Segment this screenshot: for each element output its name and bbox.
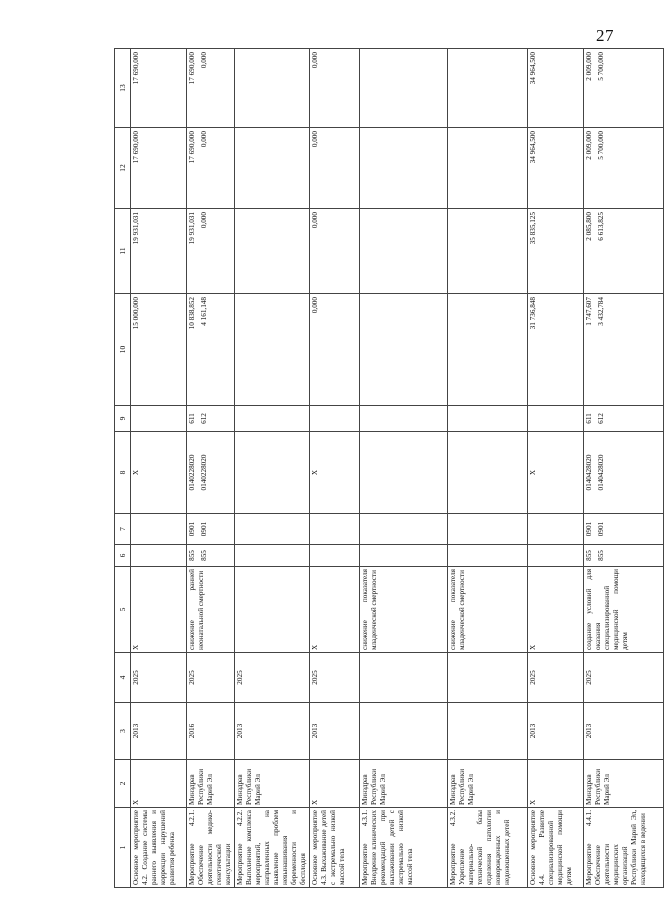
expense-type-cell: 611 612 — [187, 406, 235, 432]
activity-name-cell: Основное мероприятие 4.2. Создание системы раннего выявления и коррекции нарушений развития ребенка — [131, 808, 187, 888]
end-year-cell: 2025 — [310, 653, 360, 703]
table-row — [360, 49, 448, 888]
grbs-code-cell — [528, 545, 584, 567]
target-article-cell: X — [310, 432, 360, 514]
program-table — [114, 48, 664, 888]
executor-cell: Минздрав Республики Марий Эл — [235, 760, 310, 808]
column-number: 7 — [115, 514, 131, 545]
section-code-cell — [235, 514, 310, 545]
executor-cell: X — [528, 760, 584, 808]
start-year-cell: 2013 — [528, 703, 584, 760]
amount-cell — [448, 49, 528, 128]
amount-cell — [235, 209, 310, 294]
expense-type-cell — [528, 406, 584, 432]
result-cell: X — [310, 567, 360, 653]
section-code-cell — [360, 514, 448, 545]
result-cell: создание условий для оказания специализированной медицинской помощи детям — [584, 567, 664, 653]
amount-cell: 17 690,000 0,000 — [187, 49, 235, 128]
expense-type-cell — [131, 406, 187, 432]
table-body — [131, 49, 664, 888]
result-cell: снижение показателя младенческой смертности — [448, 567, 528, 653]
grbs-code-cell — [360, 545, 448, 567]
expense-type-cell — [360, 406, 448, 432]
target-article-cell: X — [131, 432, 187, 514]
amount-cell: 17 690,000 — [131, 49, 187, 128]
activity-name-cell: Мероприятие 4.2.2. Выполнение комплекса мероприятий, направленных на выявление проблем невынашивания беременности и бесплодия — [235, 808, 310, 888]
executor-cell: X — [310, 760, 360, 808]
column-number: 1 — [115, 808, 131, 888]
amount-cell: 2 085,800 6 613,825 — [584, 209, 664, 294]
amount-cell — [235, 49, 310, 128]
amount-cell — [235, 128, 310, 209]
activity-name-cell: Мероприятие 4.3.1. Внедрение клинических рекомендаций при выхаживании детей с экстремально низкой массой тела — [360, 808, 448, 888]
amount-cell — [448, 294, 528, 406]
amount-cell — [360, 209, 448, 294]
activity-name-cell: Мероприятие 4.2.1. Обеспечение деятельности медико-генетической консультации — [187, 808, 235, 888]
amount-cell: 0,000 — [310, 128, 360, 209]
grbs-code-cell — [235, 545, 310, 567]
activity-name-cell: Основное мероприятие 4.3. Выхаживание детей с экстремально низкой массой тела — [310, 808, 360, 888]
amount-cell — [360, 49, 448, 128]
table-row — [187, 49, 235, 888]
column-number: 13 — [115, 49, 131, 128]
section-code-cell — [448, 514, 528, 545]
end-year-cell — [448, 653, 528, 703]
amount-cell: 19 931,031 0,000 — [187, 209, 235, 294]
result-cell: X — [528, 567, 584, 653]
end-year-cell: 2025 — [528, 653, 584, 703]
activity-name-cell: Основное мероприятие 4.4. Развитие специализированной медицинской помощи детям — [528, 808, 584, 888]
column-number: 9 — [115, 406, 131, 432]
target-article-cell — [235, 432, 310, 514]
column-number: 12 — [115, 128, 131, 209]
table-row — [310, 49, 360, 888]
target-article-cell: X — [528, 432, 584, 514]
section-code-cell: 0901 0901 — [187, 514, 235, 545]
end-year-cell: 2025 — [584, 653, 664, 703]
section-code-cell — [131, 514, 187, 545]
landscape-sheet — [114, 48, 647, 888]
end-year-cell: 2025 — [131, 653, 187, 703]
executor-cell: X — [131, 760, 187, 808]
result-cell: снижение показателя младенческой смертности — [360, 567, 448, 653]
amount-cell: 19 931,031 — [131, 209, 187, 294]
section-code-cell — [528, 514, 584, 545]
amount-cell: 2 009,000 5 700,000 — [584, 49, 664, 128]
table-row — [235, 49, 310, 888]
amount-cell: 31 736,848 — [528, 294, 584, 406]
amount-cell: 17 690,000 — [131, 128, 187, 209]
section-code-cell — [310, 514, 360, 545]
amount-cell: 1 747,607 3 432,784 — [584, 294, 664, 406]
amount-cell: 35 835,125 — [528, 209, 584, 294]
column-number: 3 — [115, 703, 131, 760]
end-year-cell: 2025 — [187, 653, 235, 703]
target-article-cell — [448, 432, 528, 514]
start-year-cell: 2013 — [235, 703, 310, 760]
target-article-cell: 0140228020 0140228020 — [187, 432, 235, 514]
amount-cell — [360, 128, 448, 209]
table-row — [584, 49, 664, 888]
column-number: 8 — [115, 432, 131, 514]
section-code-cell: 0901 0901 — [584, 514, 664, 545]
amount-cell: 34 964,500 — [528, 49, 584, 128]
column-number: 4 — [115, 653, 131, 703]
end-year-cell — [360, 653, 448, 703]
amount-cell: 0,000 — [310, 294, 360, 406]
start-year-cell — [448, 703, 528, 760]
column-number: 10 — [115, 294, 131, 406]
target-article-cell: 0140428020 0140428020 — [584, 432, 664, 514]
target-article-cell — [360, 432, 448, 514]
result-cell — [235, 567, 310, 653]
grbs-code-cell: 855 855 — [584, 545, 664, 567]
amount-cell: 0,000 — [310, 209, 360, 294]
column-number: 5 — [115, 567, 131, 653]
amount-cell — [448, 209, 528, 294]
expense-type-cell — [310, 406, 360, 432]
amount-cell — [235, 294, 310, 406]
amount-cell — [360, 294, 448, 406]
column-number-row — [115, 49, 131, 888]
executor-cell: Минздрав Республики Марий Эл — [187, 760, 235, 808]
amount-cell: 2 009,000 5 700,000 — [584, 128, 664, 209]
table-row — [448, 49, 528, 888]
start-year-cell: 2013 — [584, 703, 664, 760]
amount-cell: 0,000 — [310, 49, 360, 128]
start-year-cell: 2013 — [131, 703, 187, 760]
column-number: 11 — [115, 209, 131, 294]
amount-cell: 34 964,500 — [528, 128, 584, 209]
amount-cell: 17 690,000 0,000 — [187, 128, 235, 209]
column-number: 2 — [115, 760, 131, 808]
table-row — [528, 49, 584, 888]
grbs-code-cell — [310, 545, 360, 567]
page-number: 27 — [596, 26, 614, 45]
executor-cell: Минздрав Республики Марий Эл — [448, 760, 528, 808]
column-number: 6 — [115, 545, 131, 567]
activity-name-cell: Мероприятие 4.4.1. Обеспечение деятельности медицинских организаций Республики Марий Эл, находящихся в ведении — [584, 808, 664, 888]
result-cell: X — [131, 567, 187, 653]
expense-type-cell: 611 612 — [584, 406, 664, 432]
grbs-code-cell — [448, 545, 528, 567]
table-row — [131, 49, 187, 888]
amount-cell — [448, 128, 528, 209]
grbs-code-cell: 855 855 — [187, 545, 235, 567]
executor-cell: Минздрав Республики Марий Эл — [360, 760, 448, 808]
expense-type-cell — [448, 406, 528, 432]
amount-cell: 10 838,852 4 161,148 — [187, 294, 235, 406]
result-cell: снижение ранней неонатальной смертности — [187, 567, 235, 653]
start-year-cell — [360, 703, 448, 760]
activity-name-cell: Мероприятие 4.3.2. Укрепление материально-технической базы отделения патологии новорожденных и недоношенных детей — [448, 808, 528, 888]
executor-cell: Минздрав Республики Марий Эл — [584, 760, 664, 808]
start-year-cell: 2016 — [187, 703, 235, 760]
amount-cell: 15 000,000 — [131, 294, 187, 406]
grbs-code-cell — [131, 545, 187, 567]
start-year-cell: 2013 — [310, 703, 360, 760]
expense-type-cell — [235, 406, 310, 432]
end-year-cell: 2025 — [235, 653, 310, 703]
